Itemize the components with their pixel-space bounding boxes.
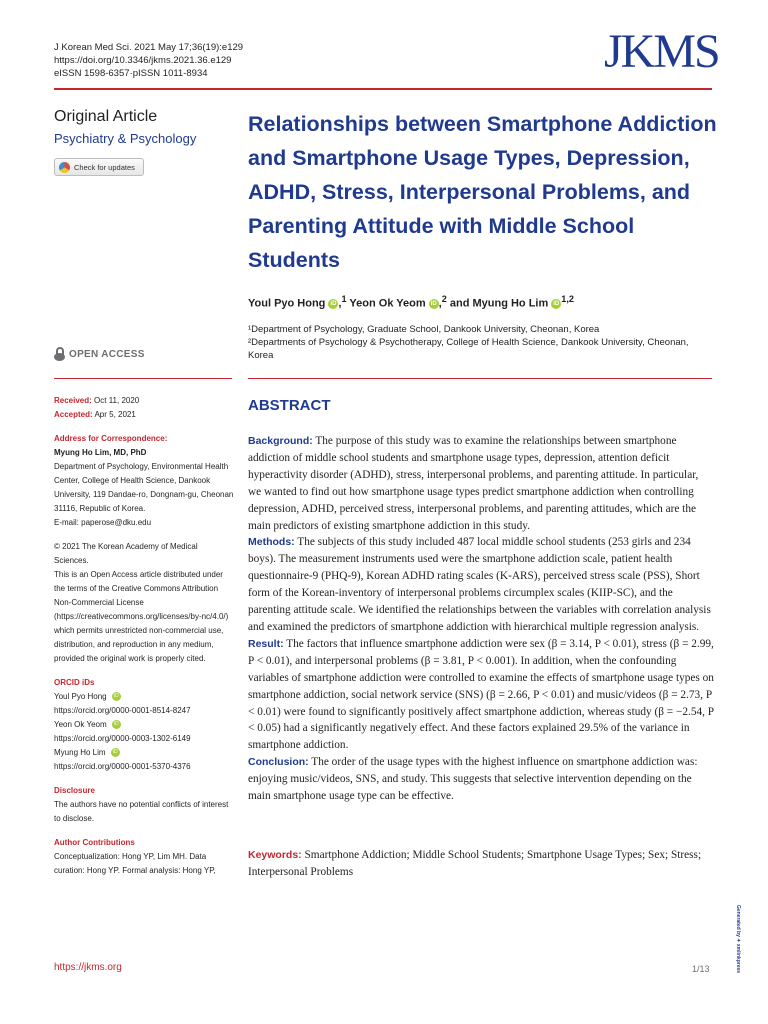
correspondence-label: Address for Correspondence: <box>54 434 168 443</box>
orcid-icon[interactable]: iD <box>330 300 337 307</box>
contributions-label: Author Contributions <box>54 838 135 847</box>
author-affil-ref: 1,2 <box>561 294 574 304</box>
author-affil-ref: 2 <box>441 294 447 304</box>
correspondence-block <box>54 432 234 530</box>
orcid-icon[interactable]: iD <box>430 300 437 307</box>
background-label: Background: <box>248 435 313 447</box>
correspondence-email[interactable]: E-mail: paperose@dku.edu <box>54 518 152 527</box>
abstract-background <box>248 433 714 534</box>
journal-link[interactable]: https://jkms.org <box>54 962 122 973</box>
check-updates-label: Check for updates <box>74 162 135 172</box>
result-label: Result: <box>248 637 284 650</box>
dates-block <box>54 394 234 422</box>
methods-label: Methods: <box>248 536 295 549</box>
keywords <box>248 847 714 881</box>
article-title: Relationships between Smartphone Addiction and Smartphone Usage Types, Depression, ADHD, Stress, Interpersonal Problems, and Parenting Attitude with Middle School Students <box>248 112 717 272</box>
license-text: This is an Open Access article distributed under the terms of the Creative Commons Attribution Non-Commercial License (https://creativecommons.org/licenses/by-nc/4.0/) which permits unrestricted non-commercial use, distribution, and reproduction in any medium, provided the original work is properly cited. <box>54 570 229 663</box>
open-lock-icon <box>54 347 65 361</box>
affiliations <box>248 323 708 362</box>
copyright: © 2021 The Korean Academy of Medical Sciences. <box>54 542 198 565</box>
orcid-link[interactable]: https://orcid.org/0000-0003-1302-6149 <box>54 734 191 743</box>
abstract-result <box>248 636 714 754</box>
keywords-text: Smartphone Addiction; Middle School Students; Smartphone Usage Types; Sex; Stress; Interpersonal Problems <box>248 849 702 878</box>
received-date: Oct 11, 2020 <box>94 396 140 405</box>
orcid-icon: iD <box>112 692 121 701</box>
orcid-author: Myung Ho Lim <box>54 748 106 757</box>
abstract-divider <box>248 378 712 379</box>
article-type: Original Article <box>54 108 158 125</box>
header-divider <box>54 88 712 90</box>
journal-logo: JKMS <box>604 25 719 78</box>
author-affil-ref: 1 <box>341 294 347 304</box>
open-access-label: OPEN ACCESS <box>69 348 145 360</box>
generator-stamp <box>733 893 743 989</box>
correspondence-name: Myung Ho Lim, MD, PhD <box>54 448 147 457</box>
generator-text: Generated by ✦ xmlinkpress <box>735 904 741 974</box>
abstract-heading: ABSTRACT <box>248 397 331 414</box>
conclusion-text: The order of the usage types with the highest influence on smartphone addiction was: enjoying music/videos, SNS, and study. This suggests that selective intervention depending on the main smartphone usage type can be effective. <box>248 756 698 803</box>
orcid-link[interactable]: https://orcid.org/0000-0001-5370-4376 <box>54 762 191 771</box>
orcid-icon: iD <box>111 748 120 757</box>
citation: J Korean Med Sci. 2021 May 17;36(19):e129 <box>54 42 244 53</box>
author-list: Youl Pyo Hong iD ,$^1$ Yeon Ok Yeom iD ,$^2$ and Myung Ho Lim iD $^{1,2}$ <box>248 294 574 310</box>
author-name: Yeon Ok Yeom <box>349 297 426 310</box>
orcid-icon: iD <box>112 720 121 729</box>
abstract-body <box>248 433 714 805</box>
article-sidebar <box>54 394 234 888</box>
disclosure-label: Disclosure <box>54 786 95 795</box>
orcid-label: ORCID iDs <box>54 678 95 687</box>
contributions-text: Conceptualization: Hong YP, Lim MH. Data curation: Hong YP. Formal analysis: Hong YP, <box>54 852 216 875</box>
conclusion-label: Conclusion: <box>248 756 309 769</box>
orcid-author: Youl Pyo Hong <box>54 692 107 701</box>
background-text: The purpose of this study was to examine the relationships between smartphone addiction of middle school students and smartphone usage types, depression, attention deficit hyperactivity disorder (ADHD), stress, interpersonal problems, and parenting attitude. In particular, we wanted to find out how smartphone usage types predict smartphone addiction when controlling depression, ADHD, perceived stress, interpersonal problems, and parenting attitudes, which are the main predictors of existing smartphone addiction in this study. <box>248 435 699 532</box>
author-name: Youl Pyo Hong <box>248 297 326 310</box>
crossmark-icon <box>59 162 70 173</box>
keywords-label: Keywords: <box>248 849 302 861</box>
abstract-conclusion <box>248 754 714 805</box>
article-section: Psychiatry & Psychology <box>54 131 197 146</box>
correspondence-address: Department of Psychology, Environmental Health Center, College of Health Science, Dankook University, 119 Dandae-ro, Dongnam-gu, Cheonan 31116, Republic of Korea. <box>54 462 234 513</box>
affiliation: ²Departments of Psychology & Psychotherapy, College of Health Science, Dankook University, Cheonan, Korea <box>248 337 689 361</box>
check-updates-button[interactable] <box>54 158 144 176</box>
orcid-block <box>54 676 234 774</box>
copyright-block <box>54 540 234 666</box>
methods-text: The subjects of this study included 487 local middle school students (253 girls and 234 boys). The measurement instruments used were the smartphone addiction scale, patient health questionnaire-9 (PHQ-9), Korean ADHD rating scales (K-ARS), perceived stress scale (PSS), Short form of the Korean-inventory of interpersonal problems circumplex scales (KIIP-SC), and the parenting attitude scale. We identified the relationships between the variables with correlation analysis and examined the predictors of smartphone addiction with hierarchical multiple regression analysis. <box>248 536 711 633</box>
sidebar-divider <box>54 378 232 379</box>
orcid-link[interactable]: https://orcid.org/0000-0001-8514-8247 <box>54 706 191 715</box>
accepted-label: Accepted: <box>54 410 93 419</box>
abstract-methods <box>248 534 714 635</box>
result-text: The factors that influence smartphone addiction were sex (β = 3.14, P < 0.01), stress (β = 2.99, P < 0.01), and interpersonal problems (β = 3.81, P < 0.001). In addition, when the confounding variables of smartphone addiction were controlled to examine the effects of smartphone usage types on smartphone addiction, social network service (SNS) (β = 2.66, P < 0.01) and music/videos (β = 2.73, P < 0.01) were found to significantly positively affect smartphone addiction, whereas study (β = −2.54, P < 0.05) had a significantly negatively effect. And these factors explained 29.5% of the variance in smartphone addiction. <box>248 637 714 752</box>
disclosure-block <box>54 784 234 826</box>
open-access-badge <box>54 347 145 361</box>
affiliation: ¹Department of Psychology, Graduate School, Dankook University, Cheonan, Korea <box>248 324 600 335</box>
doi-link[interactable]: https://doi.org/10.3346/jkms.2021.36.e129 <box>54 55 232 66</box>
accepted-date: Apr 5, 2021 <box>94 410 136 419</box>
page-number: 1/13 <box>692 964 710 974</box>
orcid-author: Yeon Ok Yeom <box>54 720 107 729</box>
contributions-block <box>54 836 234 878</box>
received-label: Received: <box>54 396 92 405</box>
citation-block <box>54 41 243 80</box>
orcid-icon[interactable]: iD <box>553 300 560 307</box>
disclosure-text: The authors have no potential conflicts of interest to disclose. <box>54 800 229 823</box>
issn: eISSN 1598-6357·pISSN 1011-8934 <box>54 68 208 79</box>
author-name: Myung Ho Lim <box>472 297 549 310</box>
